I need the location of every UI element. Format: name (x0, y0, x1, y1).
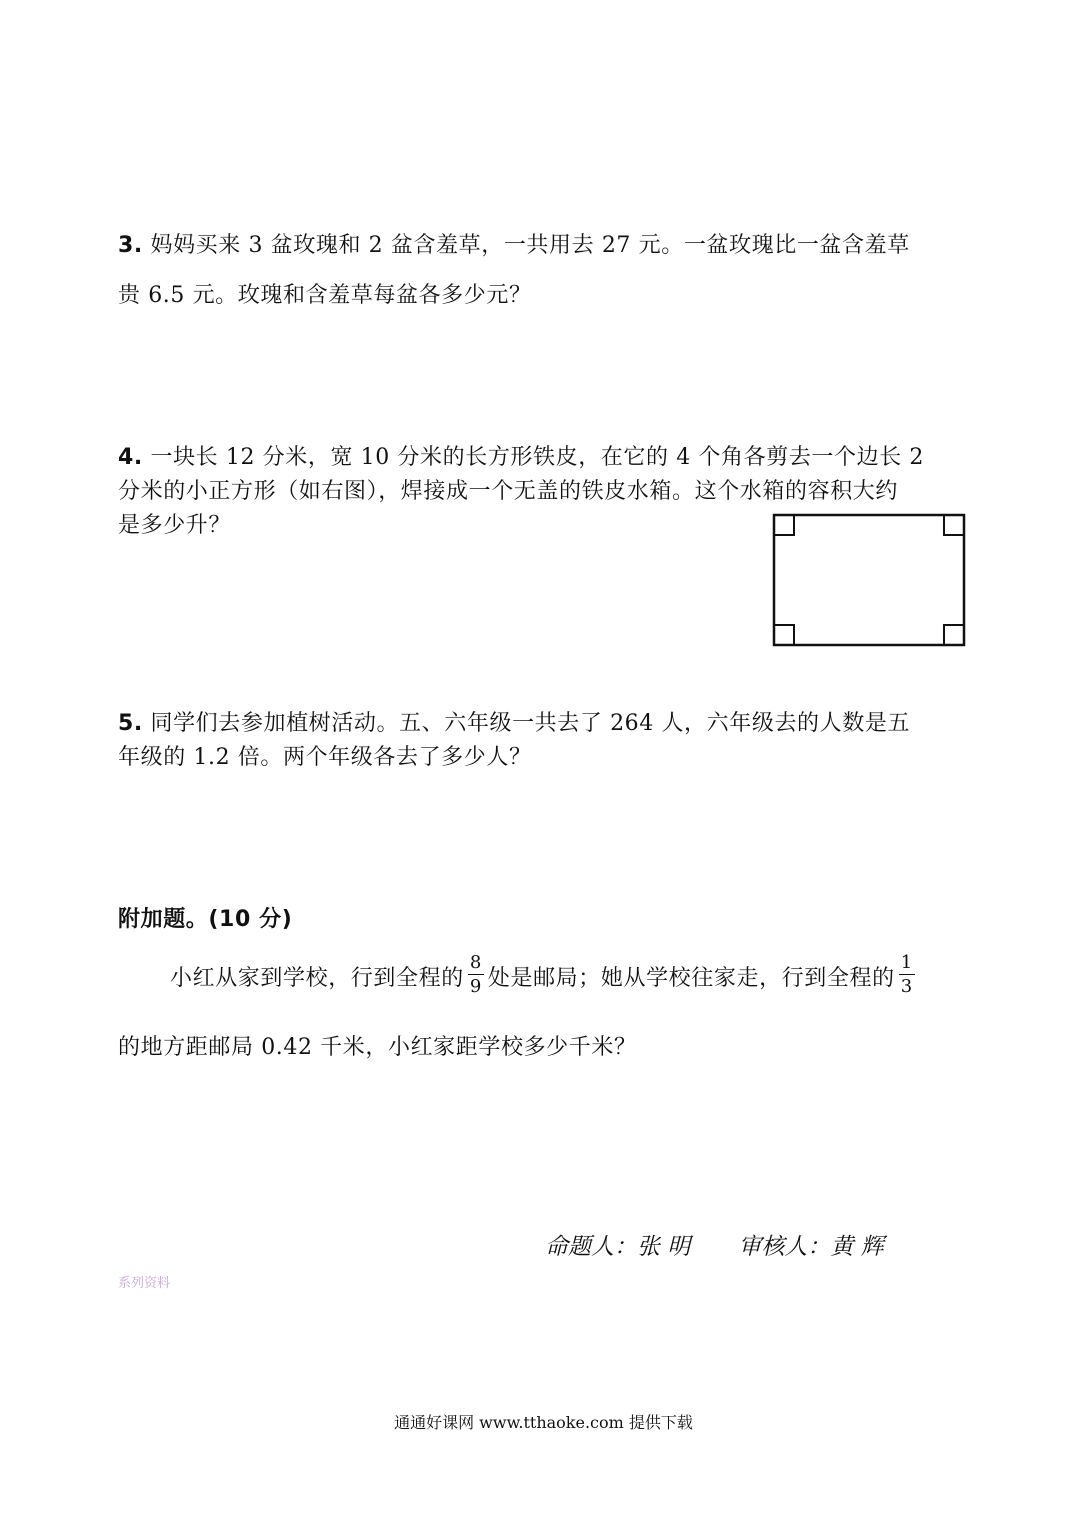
page-footer: 通通好课网 www.tthaoke.com 提供下载 (394, 1413, 693, 1432)
corner-square-bottom-right (944, 625, 964, 645)
corner-square-top-right (944, 515, 964, 535)
fraction1-denominator: 9 (469, 976, 482, 997)
bonus-text-b: 处是邮局；她从学校往家走，行到全程的 (487, 966, 895, 991)
q5-line2 (118, 740, 532, 771)
q4-line1 (118, 440, 924, 471)
q4-line3 (118, 508, 231, 539)
fraction1-numerator: 8 (469, 952, 482, 973)
reviewer-label: 审核人：黄 辉 (738, 1234, 884, 1260)
q3-number: 3. (118, 233, 143, 258)
corner-square-top-left (774, 515, 794, 535)
q4-text-3: 是多少升？ (118, 513, 232, 538)
corner-square-bottom-left (774, 625, 794, 645)
bonus-text-a: 小红从家到学校，行到全程的 (170, 966, 464, 991)
q5-line1 (118, 706, 910, 737)
q3-line1 (118, 228, 910, 259)
q3-text-1: 妈妈买来 3 盆玫瑰和 2 盆含羞草，一共用去 27 元。一盆玫瑰比一盆含羞草 (150, 233, 910, 258)
bonus-text-2: 的地方距邮局 0.42 千米，小红家距学校多少千米？ (118, 1035, 637, 1060)
fraction2-denominator: 3 (900, 976, 913, 997)
fraction-one-third (899, 954, 915, 996)
author-label: 命题人：张 明 (545, 1234, 691, 1260)
iron-sheet-figure (772, 513, 968, 649)
series-label: 系列资料 (118, 1276, 171, 1291)
q5-text-1: 同学们去参加植树活动。五、六年级一共去了 264 人，六年级去的人数是五 (150, 711, 911, 736)
q5-number: 5. (118, 711, 143, 736)
q3-text-2: 贵 6.5 元。玫瑰和含羞草每盆各多少元？ (118, 283, 532, 308)
sheet-rectangle (774, 515, 964, 645)
q4-text-2: 分米的小正方形（如右图），焊接成一个无盖的铁皮水箱。这个水箱的容积大约 (118, 479, 899, 504)
q3-line2 (118, 278, 532, 309)
bonus-title (118, 902, 292, 933)
bonus-title-text: 附加题。(10 分) (118, 907, 293, 932)
fraction2-numerator: 1 (900, 952, 913, 973)
bonus-line2 (118, 1030, 637, 1061)
q5-text-2: 年级的 1.2 倍。两个年级各去了多少人？ (118, 745, 532, 770)
q4-text-1: 一块长 12 分米，宽 10 分米的长方形铁皮，在它的 4 个角各剪去一个边长 2 (150, 445, 925, 470)
fraction-eight-ninths (468, 954, 484, 996)
q4-line2 (118, 474, 898, 505)
q4-number: 4. (118, 445, 143, 470)
signoff (545, 1228, 884, 1261)
bonus-line1 (170, 952, 919, 1000)
